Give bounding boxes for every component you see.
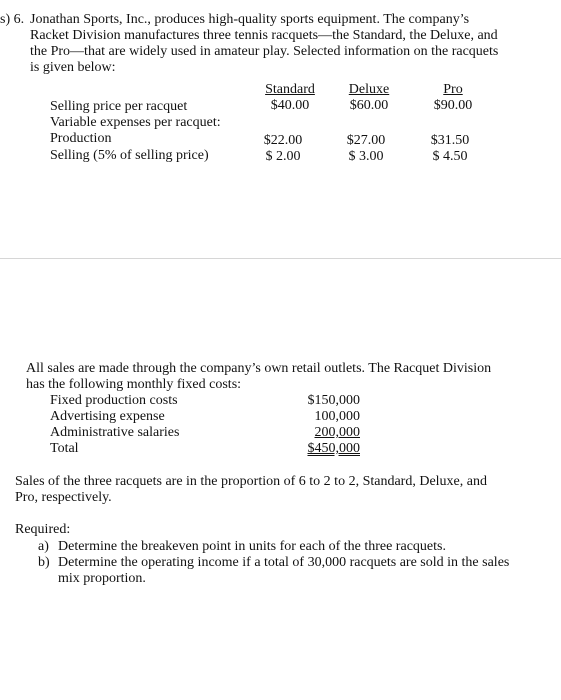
fixed-cost-label-production: Fixed production costs (50, 393, 178, 408)
intro-line-4: is given below: (30, 60, 116, 75)
cell-selling-expense-standard: $ 2.00 (265, 149, 301, 164)
fixed-cost-value-total: $450,000 (307, 441, 360, 456)
fixed-costs-intro-line-1: All sales are made through the company’s own retail outlets. The Racquet Division (26, 361, 492, 376)
cell-selling-price-deluxe: $60.00 (349, 98, 389, 113)
cell-production-pro: $31.50 (430, 133, 470, 148)
fixed-cost-label-total: Total (50, 441, 79, 456)
column-header-deluxe: Deluxe (348, 82, 390, 97)
cell-selling-price-pro: $90.00 (433, 98, 473, 113)
fixed-cost-label-advertising: Advertising expense (50, 409, 165, 424)
fixed-cost-label-administrative: Administrative salaries (50, 425, 180, 440)
column-header-pro: Pro (443, 82, 463, 97)
row-label-selling-expense: Selling (5% of selling price) (50, 148, 209, 163)
required-item-a-letter: a) (38, 539, 49, 554)
cell-production-standard: $22.00 (263, 133, 303, 148)
required-heading: Required: (15, 522, 71, 537)
intro-line-2: Racket Division manufactures three tennis racquets—the Standard, the Deluxe, and (30, 28, 498, 43)
required-item-b-letter: b) (38, 555, 50, 570)
required-item-b-text-line-1: Determine the operating income if a total of 30,000 racquets are sold in the sales (58, 555, 510, 570)
problem-number: s) 6. (0, 12, 25, 27)
sales-mix-line-1: Sales of the three racquets are in the proportion of 6 to 2 to 2, Standard, Deluxe, and (15, 474, 487, 489)
required-item-a-text: Determine the breakeven point in units for each of the three racquets. (58, 539, 446, 554)
page-divider (0, 258, 561, 259)
row-label-variable-expenses: Variable expenses per racquet: (50, 115, 221, 130)
fixed-costs-intro-line-2: has the following monthly fixed costs: (26, 377, 242, 392)
intro-line-3: the Pro—that are widely used in amateur play. Selected information on the racquets (30, 44, 499, 59)
fixed-cost-value-production: $150,000 (307, 393, 360, 408)
required-item-b-text-line-2: mix proportion. (58, 571, 146, 586)
cell-selling-expense-deluxe: $ 3.00 (348, 149, 384, 164)
sales-mix-line-2: Pro, respectively. (15, 490, 112, 505)
intro-line-1: Jonathan Sports, Inc., produces high-quality sports equipment. The company’s (30, 12, 470, 27)
cell-production-deluxe: $27.00 (346, 133, 386, 148)
cell-selling-expense-pro: $ 4.50 (432, 149, 468, 164)
row-label-selling-price: Selling price per racquet (50, 99, 188, 114)
column-header-standard: Standard (265, 82, 315, 97)
fixed-cost-value-advertising: 100,000 (314, 409, 360, 424)
row-label-production: Production (50, 131, 112, 146)
cell-selling-price-standard: $40.00 (270, 98, 310, 113)
fixed-cost-value-administrative: 200,000 (314, 425, 360, 440)
